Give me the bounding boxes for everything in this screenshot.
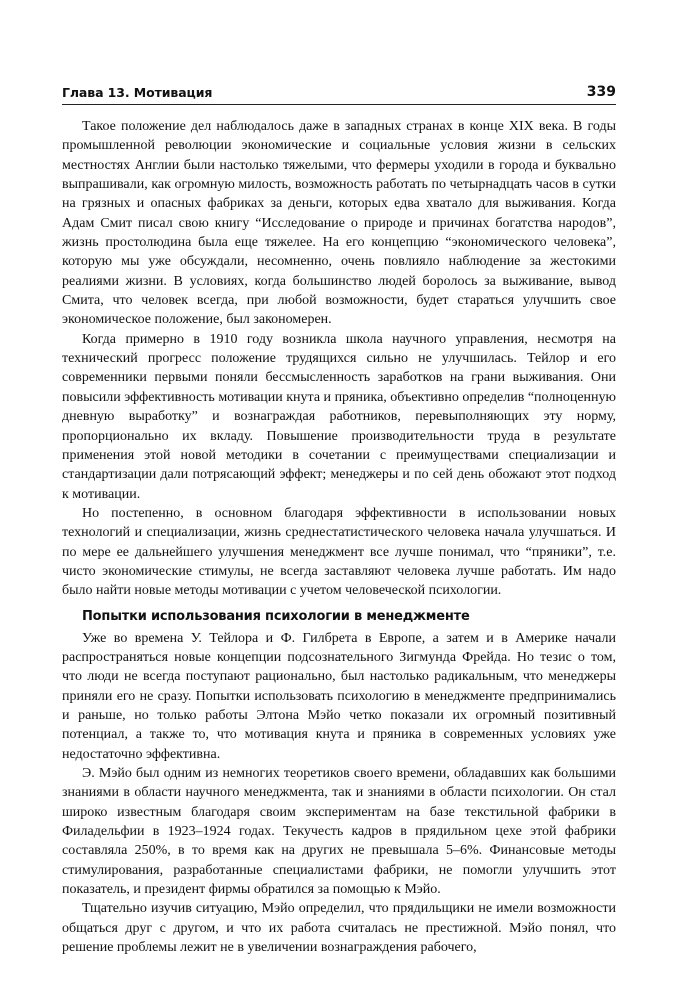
- paragraph: Уже во времена У. Тейлора и Ф. Гилбрета в Европе, а затем и в Америке начали распространяться новые концепции подсознательного Зигмунда Фрейда. Но тезис о том, что люди не всегда поступают рационально, был настолько радикальным, что менеджеры приняли его не сразу. Попытки использовать психологию в менеджменте предпринимались и раньше, но только работы Элтона Мэйо четко показали их огромный позитивный потенциал, а также то, что мотивация кнута и пряника в современных условиях уже недостаточно эффективна.: [62, 630, 616, 762]
- paragraph: Когда примерно в 1910 году возникла школа научного управления, несмотря на технический прогресс положение трудящихся сильно не улучшилась. Тейлор и его современники первыми поняли бессмысленность заработков на грани выживания. Они повысили эффективность мотивации кнута и пряника, объективно определив “полноценную дневную выработку” и вознаграждая работников, перевыполняющих эту норму, пропорционально их вкладу. Повышение производительности труда в результате применения этой новой методики в сочетании с преимуществами специализации и стандартизации дали потрясающий эффект; менеджеры и по сей день обожают этот подход к мотивации.: [62, 331, 616, 502]
- paragraph: Но постепенно, в основном благодаря эффективности в использовании новых технологий и специализации, жизнь среднестатистического человека начала улучшаться. И по мере ее дальнейшего улучшения менеджмент все лучше понимал, что “пряники”, т.е. чисто экономические стимулы, не всегда заставляют человека лучше работать. Им надо было найти новые методы мотивации с учетом человеческой психологии.: [62, 505, 616, 599]
- section-heading: Попытки использования психологии в менеджменте: [82, 608, 470, 624]
- paragraph: Тщательно изучив ситуацию, Мэйо определил, что прядильщики не имели возможности общаться друг с другом, и что их работа считалась не престижной. Мэйо понял, что решение проблемы лежит не в увеличении вознаграждения рабочего,: [62, 901, 616, 956]
- body-text: [62, 117, 616, 957]
- paragraph: Э. Мэйо был одним из немногих теоретиков своего времени, обладавших как большими знаниями в области научного менеджмента, так и знаниями в области психологии. Он стал широко известным благодаря своим экспериментам на базе текстильной фабрики в Филадельфии в 1923–1924 годах. Текучесть кадров в прядильном цехе этой фабрики составляла 250%, в то время как на других не превышала 5–6%. Финансовые методы стимулирования, разработанные специалистами фабрики, не помогли улучшить этот показатель, и президент фирмы обратился за помощью к Мэйо.: [62, 766, 616, 898]
- chapter-title: Глава 13. Мотивация: [62, 85, 213, 100]
- page-number: 339: [586, 84, 616, 100]
- running-header: [62, 78, 616, 105]
- paragraph: Такое положение дел наблюдалось даже в западных странах в конце XIX века. В годы промышленной революции экономические и социальные условия жизни в сельских местностях Англии были настолько тяжелыми, что фермеры уходили в города и буквально выпрашивали, как огромную милость, возможность работать по четырнадцать часов в сутки на грязных и опасных фабриках за деньги, которых едва хватало для выживания. Когда Адам Смит писал свою книгу “Исследование о природе и причинах богатства народов”, жизнь простолюдина была еще тяжелее. На его концепцию “экономического человека”, которую мы уже обсуждали, несомненно, очень повлияло наблюдение за жестокими реалиями жизни. В условиях, когда большинство людей боролось за выживание, вывод Смита, что человек всегда, при любой возможности, будет стараться улучшить свое экономическое положение, был закономерен.: [62, 119, 616, 328]
